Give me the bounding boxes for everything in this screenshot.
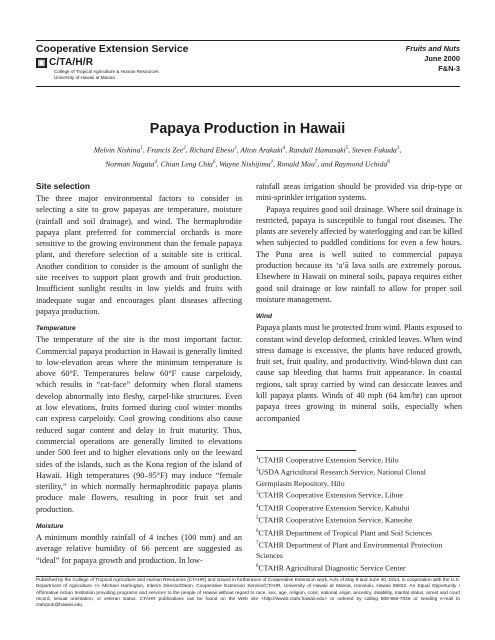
- affiliation-sup: 3: [256, 491, 259, 497]
- author-sup: 6: [212, 159, 216, 165]
- author-sup: 2: [183, 146, 186, 151]
- affiliation-text: USDA Agricultural Research Service, National Clonal Germplasm Repository, Hilo: [256, 467, 426, 488]
- footer-rule: [36, 576, 460, 577]
- affiliation-text: CTAHR Department of Tropical Plant and Soil Sciences: [258, 528, 432, 538]
- paragraph-temperature: The temperature of the site is the most important factor. Commercial papaya production in Hawaii is generally limited to low-elevation areas where the minimum temperature is above 60°F. Temperatures below 60°F cause carpeloidy, which results in “cat-face” deformity when floral stamens develop abnormally into fleshy, carpel-like structures. Even at low elevations, fruits formed during cool winter months can express carpeloidy. Cool growing conditions also cause reduced sugar content and delay in fruit maturity. Thus, commercial operations are generally limited to elevations under 500 feet and to higher elevations only on the leeward sides of the islands, such as the Kona region of the island of Hawaii. High temperatures (90–95°F) may induce “female sterility,” in which normally hermaphroditic papaya plants produce male flowers, resulting in poor fruit set and production.: [36, 335, 242, 514]
- paragraph-moisture-continued: rainfall areas irrigation should be provided via drip-type or mini-sprinkler irrigation systems.: [256, 182, 462, 203]
- affiliation: [256, 489, 462, 501]
- affiliation-text: CTAHR Cooperative Extension Service, Lihue: [258, 491, 403, 501]
- author-sup: 3: [396, 146, 400, 151]
- paragraph-site-selection: The three major environmental factors to consider in selecting a site to grow papayas are temperature, moisture (rainfall and soil drainage), and wind. The hermaphrodite papaya plant preferred for commercial orchards is more sensitive to the growing environment than the female papaya plant, and therefore selection of a suitable site is critical. Another condition to consider is the amount of sunlight the site receives to support plant growth and fruit production. Insufficient sunlight results in low yields and fruits with inadequate sugar and encourages plant diseases affecting papaya production.: [36, 194, 242, 316]
- affiliation: [256, 539, 462, 562]
- affiliation: [256, 514, 462, 526]
- heading-wind: Wind: [256, 313, 273, 321]
- heading-site-selection: Site selection: [36, 181, 90, 191]
- logo-subtitle: [54, 69, 159, 81]
- author: Melvin Nishina: [93, 145, 141, 155]
- header-bottom-rule: [36, 86, 460, 87]
- author-sup: 8: [387, 159, 390, 165]
- paragraph-drainage: Papaya requires good soil drainage. Where soil drainage is restricted, papaya is susceptible to fungal root diseases. The plants are severely affected by waterlogging and can be killed when subjected to puddled conditions for even a few hours. The Puna area is well suited to commercial papaya production because its ‘a‘ā lava soils are extremely porous. Elsewhere in Hawaii on mineral soils, papaya requires either good soil drainage or low rainfall to allow for proper soil moisture management.: [256, 204, 462, 304]
- logo-text: C/TA/H/R: [49, 57, 94, 68]
- logo-mark: [36, 57, 93, 68]
- ctahr-logo: [36, 57, 159, 80]
- affiliation-text: CTAHR Department of Plant and Environmental Protection Sciences: [256, 540, 443, 561]
- author: Ronald Mau: [276, 159, 315, 169]
- affiliation-sup: 1: [256, 455, 259, 461]
- left-column: [36, 181, 242, 566]
- publication-date: June 2000: [424, 54, 460, 63]
- author-sup: 3: [234, 146, 237, 151]
- author: Francis Zee: [146, 145, 184, 155]
- affiliation: [256, 527, 462, 539]
- logo-line-college: College of Tropical Agriculture & Human Resources: [54, 69, 159, 74]
- publication-footer: Published by the College of Tropical Agriculture and Human Resources (CTAHR) and issued in furtherance of Cooperative Extension work, Acts of May 8 and June 30, 1914, in cooperation with the U.S. Department of Agriculture. H. Michael Harrington, Interim Director/Dean, Cooperative Extension Service/CTAHR, University of Hawaii at Manoa, Honolulu, Hawaii 96822. An Equal Opportunity / Affirmative Action Institution providing programs and services to the people of Hawaii without regard to race, sex, age, religion, color, national origin, ancestry, disability, marital status, arrest and court record, sexual orientation, or veteran status. CTAHR publications can be found on the Web site <http://www2.ctahr.hawaii.edu> or ordered by calling 808-956-7046 or sending e-mail to ctahrpub@hawaii.edu.: [36, 578, 460, 609]
- paragraph-moisture: A minimum monthly rainfall of 4 inches (100 mm) and an average relative humidity of 66 percent are suggested as “ideal” for papaya growth and production. In low-: [36, 533, 242, 565]
- header-top-rule: [36, 40, 460, 41]
- affiliation-sup: 4: [256, 503, 259, 509]
- affiliation-text: CTAHR Agricultural Diagnostic Service Center: [258, 563, 406, 573]
- affiliation: [256, 466, 462, 489]
- author: Norman Nagata: [105, 159, 155, 169]
- page-title: Papaya Production in Hawaii: [149, 121, 346, 137]
- affiliation-text: CTAHR Cooperative Extension Service, Kaneohe: [258, 515, 413, 525]
- author: Richard Ebesu: [189, 145, 235, 155]
- right-column: [256, 181, 462, 574]
- author: Alton Arakaki: [240, 145, 283, 155]
- author-sup: 4: [154, 159, 157, 165]
- author-sup: 5: [345, 146, 349, 151]
- affiliation-sup: 2: [256, 468, 259, 474]
- author: and Raymond Uchida: [321, 159, 388, 169]
- paragraph-wind: Papaya plants must be protected from wind. Plants exposed to constant wind develop deformed, crinkled leaves. When wind stress damage is excessive, the plants have reduced growth, fruit set, fruit quality, and productivity. Wind-blown dust can cause sap bleeding that harms fruit appearance. In coastal regions, salt spray carried by wind can desiccate leaves and kill papaya plants. Winds of 40 mph (64 km/hr) can uproot papaya trees growing in mineral soils, especially when accompanied: [256, 323, 463, 423]
- service-name: Cooperative Extension Service: [36, 44, 189, 55]
- author-line-1: Melvin Nishina$^1$, Francis Zee$^2$, Richard Ebesu$^3$, Alton Arakaki$^4$, Randall Hamasaki$^5$, Steven Fukuda$^3$,: [93, 145, 402, 155]
- series-info: [406, 44, 460, 74]
- publication-code: F&N-3: [438, 64, 460, 73]
- logo-line-university: University of Hawaii at Manoa: [54, 75, 115, 80]
- affiliation-sup: 7: [256, 540, 259, 546]
- logo-square-icon: ▣: [37, 57, 46, 67]
- author-sup: 1: [140, 146, 143, 151]
- author-list: [60, 143, 435, 170]
- author-sup: 7: [314, 159, 318, 165]
- affiliation-sup: 8: [256, 564, 259, 570]
- series-name: Fruits and Nuts: [405, 44, 460, 53]
- author-sup: 1: [270, 159, 274, 165]
- affiliations: [256, 450, 443, 574]
- author: Chian Leng Chia: [160, 159, 213, 169]
- affiliation: [256, 502, 462, 514]
- affiliation-sup: 6: [256, 528, 259, 534]
- heading-moisture: Moisture: [36, 523, 64, 531]
- heading-temperature: Temperature: [36, 325, 76, 333]
- affiliation-text: CTAHR Cooperative Extension Service, Hilo: [258, 455, 399, 465]
- affiliation-sup: 5: [256, 516, 259, 522]
- author: Randall Hamasaki: [288, 145, 346, 155]
- author-line-2: Norman Nagata$^4$, Chian Leng Chia$^6$, Wayne Nishijima$^1$, Ronald Mau$^7$, and Raymond Uchida$^8$: [105, 159, 390, 169]
- author: Steven Fukuda: [351, 145, 397, 155]
- author-sup: 4: [282, 146, 286, 151]
- affiliation: [256, 562, 462, 574]
- affiliation: [256, 454, 462, 466]
- author: Wayne Nishijima: [219, 159, 271, 169]
- affiliation-text: CTAHR Cooperative Extension Service, Kahului: [258, 503, 410, 513]
